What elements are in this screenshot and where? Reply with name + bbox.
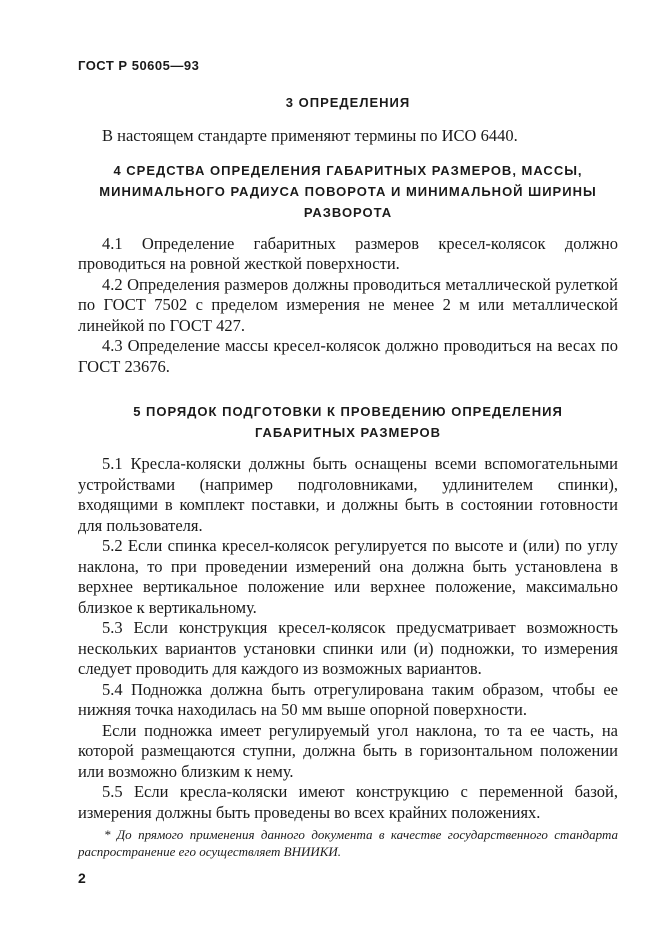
paragraph-4-1: 4.1 Определение габаритных размеров кресел-колясок должно проводиться на ровной жесткой поверхности. <box>78 233 618 273</box>
paragraph-5-4-continued: Если подножка имеет регулируемый угол наклона, то та ее часть, на которой размещаются ступни, должна быть в горизонтальном положении или возможно близким к нему. <box>78 720 618 781</box>
section-3 <box>78 92 618 147</box>
section-4-title-line-3: РАЗВОРОТА <box>303 204 393 220</box>
document-header: ГОСТ Р 50605—93 <box>78 58 200 73</box>
paragraph-5-5: 5.5 Если кресла-коляски имеют конструкцию с переменной базой, измерения должны быть проведены во всех крайних положениях. <box>78 782 618 822</box>
section-4-title-line-1: 4 СРЕДСТВА ОПРЕДЕЛЕНИЯ ГАБАРИТНЫХ РАЗМЕРОВ, МАССЫ, <box>113 162 583 178</box>
section-5-title-line-1: 5 ПОРЯДОК ПОДГОТОВКИ К ПРОВЕДЕНИЮ ОПРЕДЕЛЕНИЯ <box>133 404 563 419</box>
section-3-text: В настоящем стандарте применяют термины по ИСО 6440. <box>102 126 518 145</box>
section-4 <box>78 160 618 378</box>
paragraph-4-2: 4.2 Определения размеров должны проводиться металлической рулеткой по ГОСТ 7502 с пределом измерения не менее 2 м или металлической линейкой по ГОСТ 427. <box>78 274 618 335</box>
section-5-title-line-2: ГАБАРИТНЫХ РАЗМЕРОВ <box>254 425 442 440</box>
paragraph-5-1: 5.1 Кресла-коляски должны быть оснащены всеми вспомогательными устройствами (например подголовниками, удлинителем спинки), входящими в комплект поставки, и должны быть в состоянии готовности для пользователя. <box>78 454 618 535</box>
section-5 <box>78 401 618 823</box>
section-4-title-line-2: МИНИМАЛЬНОГО РАДИУСА ПОВОРОТА И МИНИМАЛЬНОЙ ШИРИНЫ <box>99 183 597 199</box>
paragraph-5-4: 5.4 Подножка должна быть отрегулирована таким образом, чтобы ее нижняя точка находилась на 50 мм выше опорной поверхности. <box>78 679 618 719</box>
page-number: 2 <box>78 870 86 886</box>
document-body <box>78 92 618 823</box>
paragraph-4-3: 4.3 Определение массы кресел-колясок должно проводиться на весах по ГОСТ 23676. <box>78 336 618 376</box>
section-3-title: 3 ОПРЕДЕЛЕНИЯ <box>285 95 411 110</box>
paragraph-5-2: 5.2 Если спинка кресел-колясок регулируется по высоте и (или) по углу наклона, то при проведении измерений она должна быть установлена в верхнее вертикальное положение или верхнее положение, максимально близкое к вертикальному. <box>78 536 618 617</box>
paragraph-5-3: 5.3 Если конструкция кресел-колясок предусматривает возможность нескольких вариантов установки спинки или (и) подножки, то измерения следует проводить для каждого из возможных вариантов. <box>78 618 618 678</box>
footnote: * До прямого применения данного документа в качестве государственного стандарта распространение его осуществляет ВНИИКИ. <box>78 827 618 859</box>
